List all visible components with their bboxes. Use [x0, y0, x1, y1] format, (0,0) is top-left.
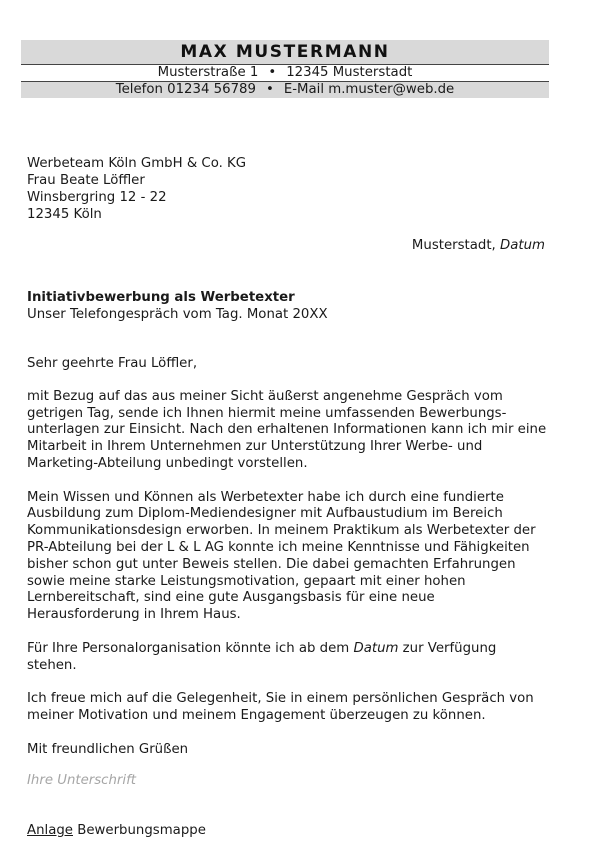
recipient-street: Winsbergring 12 - 22	[27, 190, 167, 205]
bullet-separator: •	[268, 65, 277, 80]
recipient-address	[27, 155, 246, 223]
subject-title: Initiativbewerbung als Werbetexter	[27, 290, 295, 305]
subject-reference: Unser Telefongespräch vom Tag. Monat 20XX	[27, 307, 328, 322]
letterhead	[21, 40, 549, 98]
sender-address	[21, 65, 549, 82]
paragraph: mit Bezug auf das aus meiner Sicht äußerst angenehme Gespräch vom getrigen Tag, sende ich Ihnen hiermit meine umfassenden Bewerbungs-unterlagen zur Einsicht. Nach den erhaltenen Informationen kann ich mir eine Mitarbeit in Ihrem Unternehmen zur Unterstützung Ihrer Werbe- und Marketing-Abteilung unbedingt vorstellen.	[27, 388, 547, 471]
paragraph-text: zur Verfügung stehen.	[27, 640, 497, 673]
sender-city: 12345 Musterstadt	[286, 65, 413, 80]
attachment-label: Anlage	[27, 823, 73, 838]
signature-placeholder: Ihre Unterschrift	[27, 773, 136, 788]
subject-block	[27, 289, 328, 323]
attachment-value: Bewerbungsmappe	[77, 823, 206, 838]
letter-body	[27, 356, 547, 775]
recipient-city: 12345 Köln	[27, 207, 102, 222]
date-place: Musterstadt,	[411, 238, 496, 253]
paragraph: Ich freue mich auf die Gelegenheit, Sie in einem persönlichen Gespräch von meiner Motivation und meinem Engagement überzeugen zu können.	[27, 691, 534, 723]
paragraph-text: Für Ihre Personalorganisation könnte ich ab dem	[27, 640, 354, 656]
date-placeholder: Datum	[500, 238, 545, 253]
sender-contact	[21, 82, 549, 98]
bullet-separator: •	[265, 82, 274, 97]
salutation: Sehr geehrte Frau Löffler,	[27, 356, 198, 371]
recipient-company: Werbeteam Köln GmbH & Co. KG	[27, 156, 247, 171]
sender-email: E-Mail m.muster@web.de	[283, 82, 455, 97]
recipient-contact: Frau Beate Löffler	[27, 173, 145, 188]
paragraph: Mein Wissen und Können als Werbetexter habe ich durch eine fundierte Ausbildung zum Diplom-Mediendesigner mit Aufbaustudium im Bereich Kommunikationsdesign erworben. In meinem Praktikum als Werbetexter der PR-Abteilung bei der L & L AG konnte ich meine Kenntnisse und Fähigkeiten bisher schon gut unter Beweis stellen. Die dabei gemachten Erfahrungen sowie meine starke Leistungsmotivation, gepaart mit einer hohen Lernbereitschaft, sind eine gute Ausgangsbasis für eine neue Herausforderung in Ihrem Haus.	[27, 489, 536, 623]
closing: Mit freundlichen Grüßen	[27, 741, 189, 757]
date-placeholder: Datum	[353, 640, 399, 656]
sender-phone: Telefon 01234 56789	[115, 82, 256, 97]
date-line	[412, 238, 545, 253]
sender-street: Musterstraße 1	[157, 65, 259, 80]
sender-name: MAX MUSTERMANN	[21, 40, 549, 65]
attachment-line	[27, 823, 206, 838]
paragraph	[27, 641, 547, 675]
